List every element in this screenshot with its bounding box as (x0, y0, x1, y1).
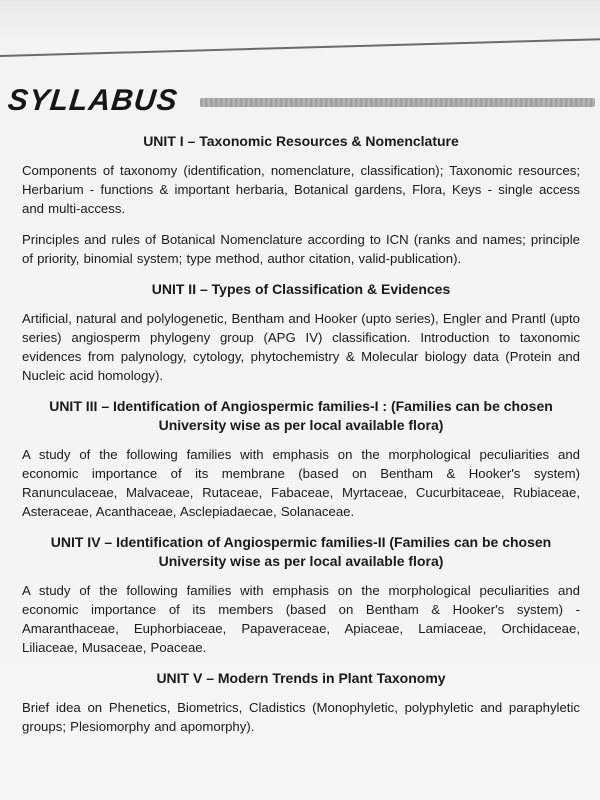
syllabus-content (22, 132, 580, 748)
unit-3-paragraph-1: A study of the following families with emphasis on the morphological peculiarities and economic importance of its membrane (based on Bentham & Hooker's system) Ranunculaceae, Malvaceae, Rutaceae, Fabaceae, Myrtaceae, Cucurbitaceae, Rubiaceae, Asteraceae, Acanthaceae, Asclepiadaecae, Solanaceae. (22, 447, 580, 519)
unit-1-section (22, 132, 580, 268)
unit-1-paragraph-1: Components of taxonomy (identification, nomenclature, classification); Taxonomic resources; Herbarium - functions & important herbaria, Botanical gardens, Flora, Keys - single access and multi-access. (22, 163, 580, 216)
unit-2-section (22, 280, 580, 385)
title-decorative-bar (200, 98, 595, 107)
unit-4-paragraph-1: A study of the following families with emphasis on the morphological peculiarities and economic importance of its members (based on Bentham & Hooker's system) - Amaranthaceae, Euphorbiaceae, Papaveraceae, Apiaceae, Lamiaceae, Orchidaceae, Liliaceae, Musaceae, Poaceae. (22, 583, 580, 655)
unit-2-paragraph-1: Artificial, natural and polylogenetic, Bentham and Hooker (upto series), Engler and Prantl (upto series) angiosperm phylogeny group (APG IV) classification. Introduction to taxonomic evidences from palynology, cytology, phytochemistry & Molecular biology data (Protein and Nucleic acid homology). (22, 311, 580, 383)
unit-4-heading: UNIT IV – Identification of Angiospermic families-II (Families can be chosen University wise as per local available flora) (50, 534, 552, 569)
page-title: SYLLABUS (6, 84, 180, 117)
unit-3-section (22, 397, 580, 521)
unit-5-section (22, 669, 580, 736)
unit-1-heading: UNIT I – Taxonomic Resources & Nomenclature (143, 133, 459, 149)
unit-5-paragraph-1: Brief idea on Phenetics, Biometrics, Cladistics (Monophyletic, polyphyletic and paraphyletic groups; Plesiomorphy and apomorphy). (22, 700, 580, 734)
unit-3-heading: UNIT III – Identification of Angiospermic families-I : (Families can be chosen University wise as per local available flora) (49, 398, 553, 433)
unit-1-paragraph-2: Principles and rules of Botanical Nomenclature according to ICN (ranks and names; principle of priority, binomial system; type method, author citation, valid-publication). (22, 232, 580, 266)
unit-2-heading: UNIT II – Types of Classification & Evidences (151, 281, 451, 297)
syllabus-header (8, 84, 593, 124)
unit-5-heading: UNIT V – Modern Trends in Plant Taxonomy (156, 670, 446, 686)
unit-4-section (22, 533, 580, 657)
top-rule-divider (0, 38, 600, 57)
